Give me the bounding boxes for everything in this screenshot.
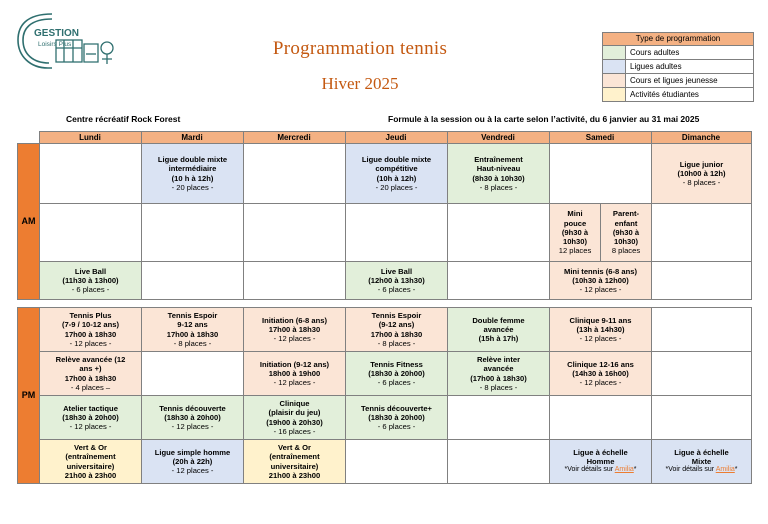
location-label: Centre récréatif Rock Forest: [66, 114, 181, 124]
subheader: [0, 114, 768, 128]
am-cell-mercredi-2: [244, 262, 346, 300]
pm-cell-mercredi-4: Vert & Or (entraînement universitaire) 21h00 à 23h00: [244, 440, 346, 484]
period-label-pm: PM: [18, 308, 40, 484]
am-cell-dimanche-2: [652, 262, 752, 300]
am-cell-vendredi-1b: [448, 204, 550, 262]
pm-cell-vendredi-2: Relève inter avancée (17h00 à 18h30) - 8 places -: [448, 352, 550, 396]
pm-cell-vendredi-4: [448, 440, 550, 484]
pm-cell-samedi-1: Clinique 9-11 ans (13h à 14h30) - 12 places -: [550, 308, 652, 352]
day-header-mercredi: Mercredi: [243, 132, 345, 144]
am-cell-mardi-2: [142, 262, 244, 300]
pm-cell-jeudi-3: Tennis découverte+ (18h30 à 20h00) - 6 places -: [346, 396, 448, 440]
am-cell-samedi-parent-enfant: Parent- enfant (9h30 à 10h30) 8 places: [601, 204, 652, 262]
logo-text-bottom: Loisirs Plus: [38, 41, 72, 48]
legend: [602, 32, 754, 102]
pm-schedule-table: [17, 307, 752, 484]
pm-cell-mardi-1: Tennis Espoir 9-12 ans 17h00 à 18h30 - 8 places -: [142, 308, 244, 352]
legend-item-ligues-adultes: [603, 60, 753, 74]
samedi-ligue-note: *Voir détails sur Amilia*: [564, 466, 637, 474]
session-info-label: Formule à la session ou à la carte selon l’activité, du 6 janvier au 31 mai 2025: [388, 114, 700, 124]
am-cell-vendredi-1: Entraînement Haut-niveau (8h30 à 10h30) - 8 places -: [448, 144, 550, 204]
am-cell-dimanche-1: Ligue junior (10h00 à 12h) - 8 places -: [652, 144, 752, 204]
am-cell-jeudi-1b: [346, 204, 448, 262]
legend-item-cours-adultes: [603, 46, 753, 60]
legend-swatch-activites-etudiantes: [603, 88, 626, 101]
legend-swatch-ligues-adultes: [603, 60, 626, 73]
legend-label-ligues-adultes: Ligues adultes: [630, 62, 682, 71]
am-schedule-table: [17, 143, 752, 300]
legend-header: Type de programmation: [603, 33, 753, 46]
pm-cell-mercredi-3: Clinique (plaisir du jeu) (19h00 à 20h30) - 16 places -: [244, 396, 346, 440]
legend-label-activites-etudiantes: Activités étudiantes: [630, 90, 699, 99]
am-cell-samedi-empty: [550, 144, 652, 204]
pm-cell-dimanche-2: [652, 352, 752, 396]
legend-item-cours-ligues-jeunesse: [603, 74, 753, 88]
pm-cell-samedi-3: [550, 396, 652, 440]
title-block: [160, 38, 560, 94]
pm-cell-samedi-4: Ligue à échelle Homme *Voir détails sur Amilia*: [550, 440, 652, 484]
legend-swatch-cours-ligues-jeunesse: [603, 74, 626, 87]
page-title: Programmation tennis: [272, 38, 448, 59]
pm-cell-vendredi-1: Double femme avancée (15h à 17h): [448, 308, 550, 352]
pm-cell-mercredi-2: Initiation (9-12 ans) 18h00 à 19h00 - 12 places -: [244, 352, 346, 396]
pm-cell-lundi-2: Relève avancée (12 ans +) 17h00 à 18h30 - 4 places –: [40, 352, 142, 396]
pm-cell-dimanche-4: Ligue à échelle Mixte *Voir détails sur Amilia*: [652, 440, 752, 484]
logo-gestion-loisirs-plus: [12, 10, 132, 72]
day-header-mardi: Mardi: [141, 132, 243, 144]
page-subtitle: Hiver 2025: [321, 74, 399, 93]
pm-cell-lundi-1: Tennis Plus (7-9 / 10-12 ans) 17h00 à 18h30 - 12 places -: [40, 308, 142, 352]
amilia-link-dimanche[interactable]: Amilia: [715, 466, 735, 474]
am-cell-dimanche-1b: [652, 204, 752, 262]
pm-cell-lundi-3: Atelier tactique (18h30 à 20h00) - 12 places -: [40, 396, 142, 440]
day-header-vendredi: Vendredi: [447, 132, 549, 144]
am-cell-jeudi-2: Live Ball (12h00 à 13h30) - 6 places -: [346, 262, 448, 300]
am-cell-jeudi-1: Ligue double mixte compétitive (10h à 12h) - 20 places -: [346, 144, 448, 204]
amilia-link-samedi[interactable]: Amilia: [614, 466, 634, 474]
pm-cell-mardi-4: Ligue simple homme (20h à 22h) - 12 places -: [142, 440, 244, 484]
legend-label-cours-ligues-jeunesse: Cours et ligues jeunesse: [630, 76, 718, 85]
pm-cell-mardi-3: Tennis découverte (18h30 à 20h00) - 12 places -: [142, 396, 244, 440]
pm-cell-jeudi-1: Tennis Espoir (9-12 ans) 17h00 à 18h30 - 8 places -: [346, 308, 448, 352]
day-header-jeudi: Jeudi: [345, 132, 447, 144]
am-cell-mercredi-1b: [244, 204, 346, 262]
pm-cell-vendredi-3: [448, 396, 550, 440]
am-cell-samedi-mini-tennis: Mini tennis (6-8 ans) (10h30 à 12h00) - 12 places -: [550, 262, 652, 300]
period-label-am: AM: [18, 144, 40, 300]
logo-text-top: GESTION: [34, 28, 80, 39]
pm-cell-samedi-2: Clinique 12-16 ans (14h30 à 16h00) - 12 places -: [550, 352, 652, 396]
legend-swatch-cours-adultes: [603, 46, 626, 59]
pm-cell-mardi-2: [142, 352, 244, 396]
legend-label-cours-adultes: Cours adultes: [630, 48, 680, 57]
pm-cell-lundi-4: Vert & Or (entraînement universitaire) 21h00 à 23h00: [40, 440, 142, 484]
am-cell-lundi-1b: [40, 204, 142, 262]
am-cell-vendredi-2: [448, 262, 550, 300]
dimanche-ligue-note: *Voir détails sur Amilia*: [665, 466, 738, 474]
pm-cell-jeudi-4: [346, 440, 448, 484]
pm-cell-dimanche-3: [652, 396, 752, 440]
am-cell-lundi-1: [40, 144, 142, 204]
pm-cell-jeudi-2: Tennis Fitness (18h30 à 20h00) - 6 places -: [346, 352, 448, 396]
pm-cell-dimanche-1: [652, 308, 752, 352]
am-cell-lundi-2: Live Ball (11h30 à 13h00) - 6 places -: [40, 262, 142, 300]
pm-cell-mercredi-1: Initiation (6-8 ans) 17h00 à 18h30 - 12 places -: [244, 308, 346, 352]
am-cell-samedi-mini-pouce: Mini pouce (9h30 à 10h30) 12 places: [550, 204, 601, 262]
day-header-samedi: Samedi: [549, 132, 651, 144]
day-header-lundi: Lundi: [39, 132, 141, 144]
am-cell-mardi-1: Ligue double mixte intermédiaire (10 h à 12h) - 20 places -: [142, 144, 244, 204]
am-cell-mardi-1b: [142, 204, 244, 262]
am-cell-mercredi-1: [244, 144, 346, 204]
day-header-dimanche: Dimanche: [651, 132, 751, 144]
legend-item-activites-etudiantes: [603, 88, 753, 101]
